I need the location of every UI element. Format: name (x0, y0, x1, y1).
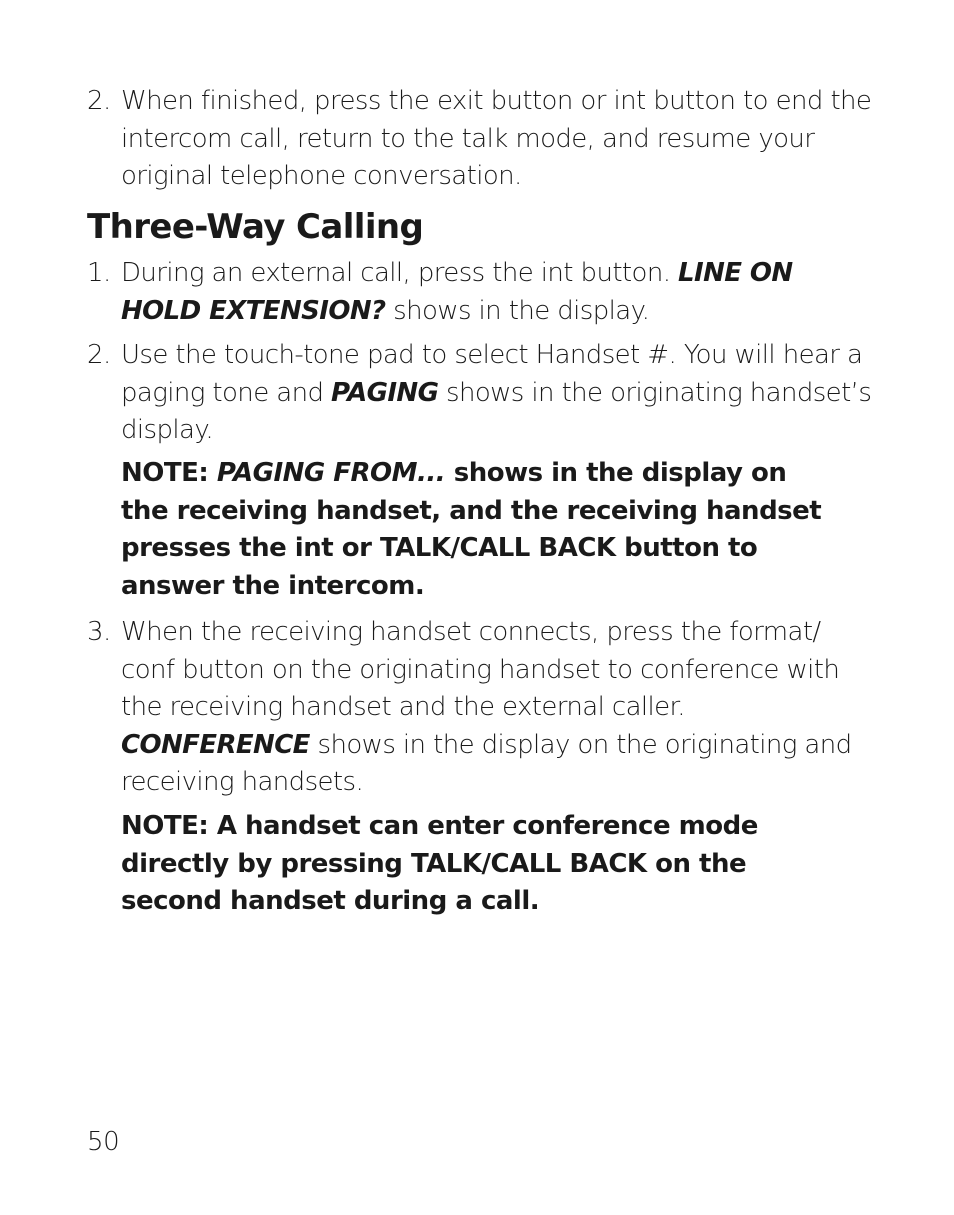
step-2-display-text: PAGING (331, 377, 439, 408)
step-2-text-after: shows in the originating handset’s display. (121, 377, 872, 445)
step-1-text-before: During an external call, press the int button. (121, 258, 679, 288)
step-2-text (121, 337, 877, 450)
step-2-number: 2. (87, 340, 111, 370)
section-heading: Three-Way Calling (87, 207, 424, 247)
step-2 (87, 337, 877, 450)
step-1-text-after: shows in the display. (385, 295, 650, 326)
intro-step (87, 83, 877, 196)
note-conference-text: A handset can enter conference mode directly by pressing TALK/CALL BACK on the second handset during a call. (121, 811, 758, 916)
step-1-text (121, 255, 877, 330)
intro-step-text: When finished, press the exit button or int button to end the intercom call, return to the talk mode, and resume your original telephone conversation. (121, 86, 872, 191)
step-3-display-text: CONFERENCE (121, 729, 310, 760)
note-paging-display-text: PAGING FROM... (216, 458, 446, 488)
step-2-text-before: Use the touch-tone pad to select Handset #. You will hear a paging tone and (121, 340, 863, 408)
step-3-number: 3. (87, 617, 111, 647)
step-3-text-before: When the receiving handset connects, press the format/ conf button on the originating handset to conference with the receiving handset and the external caller. (121, 617, 840, 722)
step-1 (87, 255, 877, 330)
intro-step-number: 2. (87, 86, 111, 116)
note-paging-text: shows in the display on the receiving handset, and the receiving handset presses the int or TALK/CALL BACK button to answer the intercom. (121, 458, 822, 601)
note-conference-label: NOTE: (121, 811, 217, 841)
page-number: 50 (87, 1127, 120, 1157)
step-1-number: 1. (87, 258, 111, 288)
step-3 (87, 614, 877, 802)
note-paging-label: NOTE: (121, 458, 217, 488)
step-3-text (121, 614, 877, 802)
note-paging (121, 455, 841, 605)
step-3-text-after: shows in the display on the originating and receiving handsets. (121, 729, 852, 797)
note-conference (121, 808, 841, 921)
step-1-display-text: LINE ON HOLD EXTENSION? (121, 258, 793, 326)
